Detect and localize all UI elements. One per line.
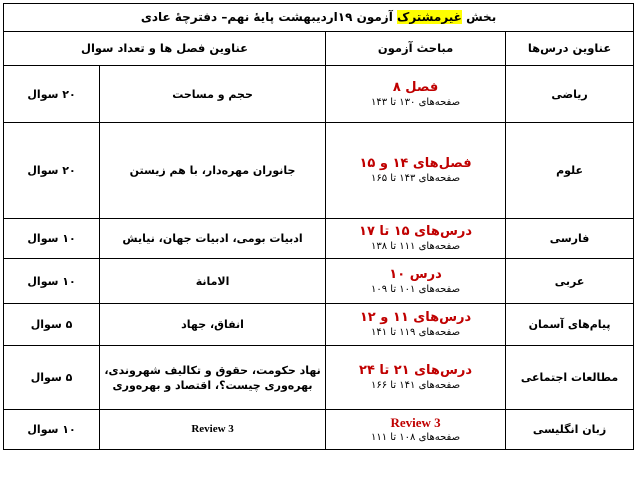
chapter-cell: Review 3	[100, 410, 326, 450]
header-topics: مباحث آزمون	[326, 32, 506, 66]
topic-cell	[326, 346, 506, 410]
subject-cell: ریاضی	[506, 66, 634, 123]
chapter-cell: ادبیات بومی، ادبیات جهان، نیایش	[100, 219, 326, 259]
table-row	[4, 219, 634, 259]
topic-title: فصل ۸	[392, 79, 439, 95]
topic-pages: صفحه‌های ۱۳۰ تا ۱۴۳	[370, 96, 461, 108]
topic-title: درس ۱۰	[389, 266, 442, 282]
topic-title: درس‌های ۱۵ تا ۱۷	[359, 224, 473, 239]
chapter-cell: نهاد حکومت، حقوق و تکالیف شهروندی، بهره‌وری چیست؟، اقتصاد و بهره‌وری	[100, 346, 326, 410]
table-row	[4, 410, 634, 450]
topic-pages: صفحه‌های ۱۱۱ تا ۱۳۸	[370, 241, 461, 252]
table-row	[4, 259, 634, 304]
topic-title: درس‌های ۱۱ و ۱۲	[359, 310, 472, 325]
chapter-cell: الامانة	[100, 259, 326, 304]
table-row	[4, 123, 634, 219]
question-count: ۱۰ سوال	[4, 259, 100, 304]
question-count: ۱۰ سوال	[4, 219, 100, 259]
question-count: ۵ سوال	[4, 304, 100, 346]
header-chapters: عناوین فصل ها و تعداد سوال	[4, 32, 326, 66]
topic-cell	[326, 304, 506, 346]
topic-pages: صفحه‌های ۱۴۱ تا ۱۶۶	[370, 380, 461, 391]
topic-cell	[326, 219, 506, 259]
subject-cell: زبان انگلیسی	[506, 410, 634, 450]
exam-table	[3, 3, 634, 450]
chapter-cell: جانوران مهره‌دار، با هم زیستن	[100, 123, 326, 219]
topic-cell	[326, 410, 506, 450]
header-subjects: عناوین درس‌ها	[506, 32, 634, 66]
chapter-cell: حجم و مساحت	[100, 66, 326, 123]
subject-cell: علوم	[506, 123, 634, 219]
title-post: آزمون ۱۹اردیبهشت پایهٔ نهم– دفترچهٔ عادی	[140, 10, 393, 24]
question-count: ۲۰ سوال	[4, 123, 100, 219]
title-row	[4, 4, 634, 32]
topic-cell	[326, 66, 506, 123]
topic-pages: صفحه‌های ۱۴۳ تا ۱۶۵	[370, 173, 461, 184]
subject-cell: فارسی	[506, 219, 634, 259]
topic-cell	[326, 123, 506, 219]
table-row	[4, 66, 634, 123]
table-row	[4, 346, 634, 410]
title-highlight: غیرمشترک	[397, 10, 462, 24]
topic-cell	[326, 259, 506, 304]
question-count: ۱۰ سوال	[4, 410, 100, 450]
topic-title: درس‌های ۲۱ تا ۲۴	[359, 363, 473, 378]
topic-pages: صفحه‌های ۱۱۹ تا ۱۴۱	[370, 327, 461, 338]
header-row	[4, 32, 634, 66]
subject-cell: پیام‌های آسمان	[506, 304, 634, 346]
topic-title: Review 3	[390, 415, 441, 430]
table-row	[4, 304, 634, 346]
chapter-cell: انفاق، جهاد	[100, 304, 326, 346]
question-count: ۵ سوال	[4, 346, 100, 410]
subject-cell: عربی	[506, 259, 634, 304]
question-count: ۲۰ سوال	[4, 66, 100, 123]
topic-title: فصل‌های ۱۴ و ۱۵	[359, 156, 472, 171]
topic-pages: صفحه‌های ۱۰۸ تا ۱۱۱	[370, 432, 461, 443]
topic-pages: صفحه‌های ۱۰۱ تا ۱۰۹	[370, 283, 461, 295]
subject-cell: مطالعات اجتماعی	[506, 346, 634, 410]
table-title	[4, 4, 634, 32]
title-pre: بخش	[466, 10, 497, 24]
